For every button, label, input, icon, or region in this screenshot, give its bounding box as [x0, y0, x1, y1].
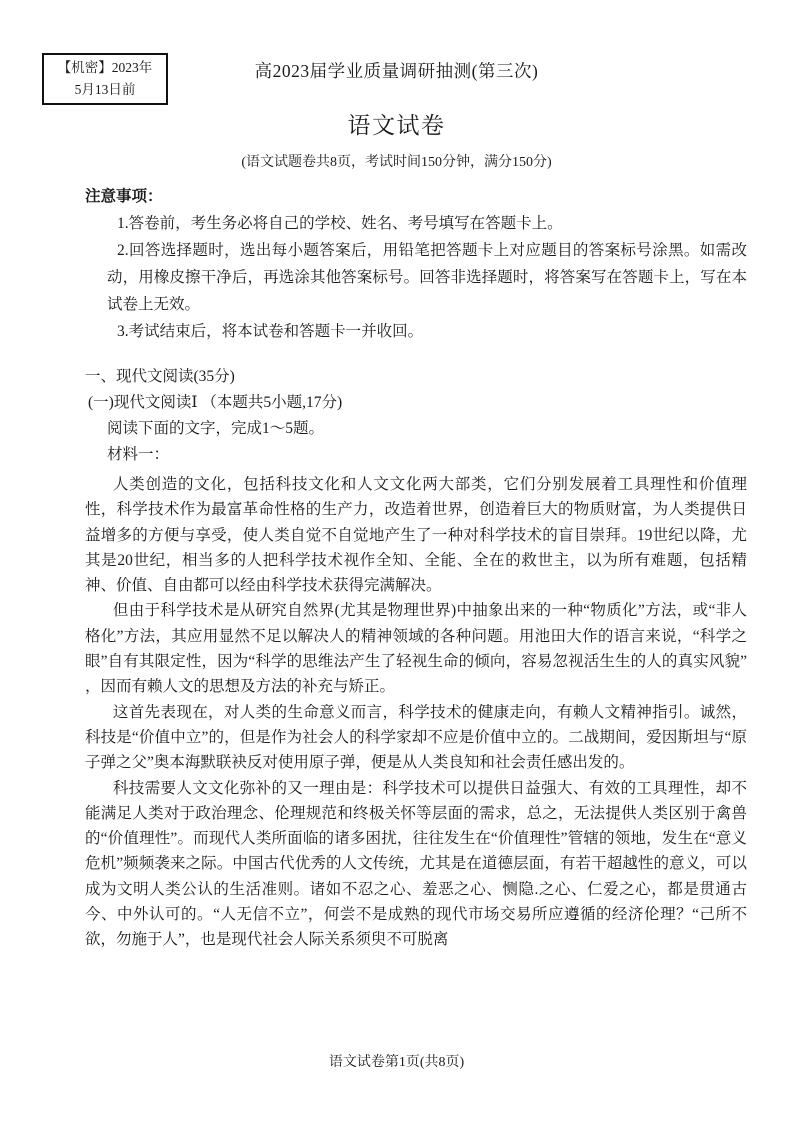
- notice-item-2: 2.回答选择题时，选出每小题答案后，用铅笔把答题卡上对应题目的答案标号涂黑。如需改动，用橡皮擦干净后，再选涂其他答案标号。回答非选择题时，将答案写在答题卡上，写在本试卷上无效。: [107, 242, 747, 313]
- subsection-heading-reading-1: (一)现代文阅读Ⅰ （本题共5小题,17分): [88, 394, 343, 411]
- material-paragraph-3: 这首先表现在，对人类的生命意义而言，科学技术的健康走向，有赖人文精神指引。诚然，科技是“价值中立”的，但是作为社会人的科学家却不应是价值中立的。二战期间，爱因斯坦与“原子弹之父”奥本海默联袂反对使用原子弹，便是从人类良知和社会责任感出发的。: [85, 703, 747, 772]
- notice-item-3: 3.考试结束后，将本试卷和答题卡一并收回。: [117, 323, 424, 340]
- confidential-line2: 5月13日前: [74, 82, 136, 97]
- confidential-line1: 【机密】2023年: [57, 60, 153, 75]
- exam-info-line: (语文试题卷共8页，考试时间150分钟，满分150分): [241, 155, 552, 170]
- section-heading-modern-reading: 一、现代文阅读(35分): [85, 368, 235, 385]
- reading-instruction: 阅读下面的文字，完成1～5题。: [107, 420, 325, 437]
- subject-title: 语文试卷: [347, 113, 446, 138]
- notice-item-1: 1.答卷前，考生务必将自己的学校、姓名、考号填写在答题卡上。: [117, 215, 563, 232]
- material-paragraph-4: 科技需要人文文化弥补的又一理由是：科学技术可以提供日益强大、有效的工具理性，却不能满足人类对于政治理念、伦理规范和终极关怀等层面的需求，总之，无法提供人类区别于禽兽的“价值理性”。而现代人类所面临的诸多困扰，往往发生在“价值理性”管辖的领地，发生在“意义危机”频频袭来之际。中国古代优秀的人文传统，尤其是在道德层面，有若干超越性的意义，可以成为文明人类公认的生活准则。诸如不忍之心、羞恶之心、恻隐.之心、仁爱之心，都是贯通古今、中外认可的。“人无信不立”，何尝不是成熟的现代市场交易所应遵循的经济伦理？“己所不欲，勿施于人”，也是现代社会人际关系须臾不可脱离: [85, 779, 747, 949]
- material-paragraph-2: 但由于科学技术是从研究自然界(尤其是物理世界)中抽象出来的一种“物质化”方法，或“非人格化”方法，其应用显然不足以解决人的精神领域的各种问题。用池田大作的语言来说，“科学之眼”自有其限定性，因为“科学的思维法产生了轻视生命的倾向，容易忽视活生生的人的真实风貌” ，因而有赖人文的思想及方法的补充与矫正。: [85, 602, 767, 696]
- exam-session-title: 高2023届学业质量调研抽测(第三次): [254, 61, 539, 81]
- material-1-label: 材料一：: [107, 446, 170, 463]
- notice-heading: 注意事项：: [85, 188, 163, 205]
- material-paragraph-1: 人类创造的文化，包括科技文化和人文文化两大部类，它们分别发展着工具理性和价值理性，科学技术作为最富革命性格的生产力，改造着世界，创造着巨大的物质财富，为人类提供日益增多的方便与享受，使人类自觉不自觉地产生了一种对科学技术的盲目崇拜。19世纪以降，尤其是20世纪，相当多的人把科学技术视作全知、全能、全在的救世主，以为所有难题，包括精神、价值、自由都可以经由科学技术获得完满解决。: [85, 476, 747, 595]
- page-footer: 语文试卷第1页(共8页): [328, 1055, 465, 1070]
- page-body: [85, 183, 767, 953]
